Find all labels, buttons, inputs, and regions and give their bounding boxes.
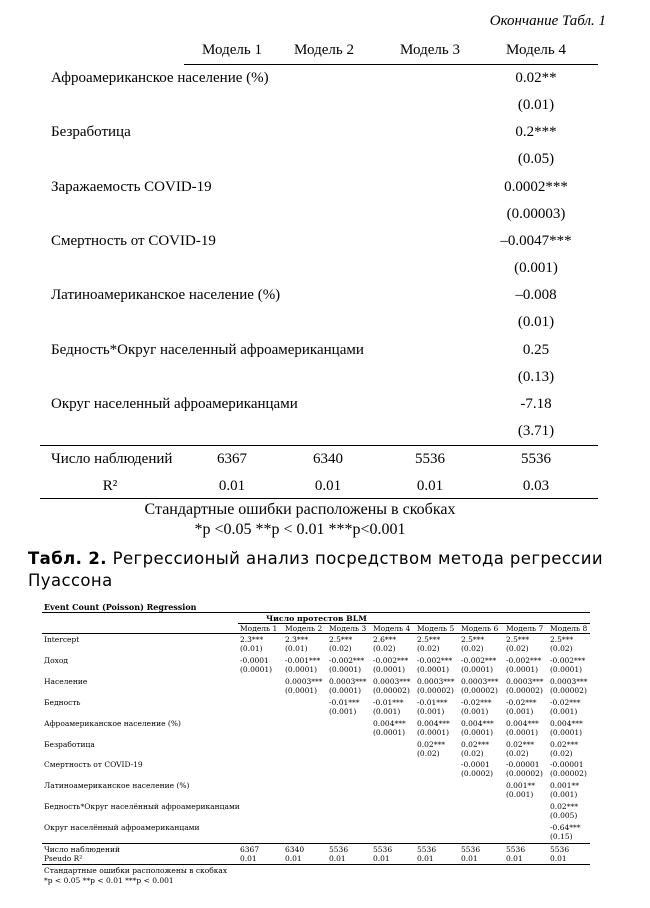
table1-r2-label: R²	[102, 478, 118, 494]
table2-coefficient: 2.5***	[417, 635, 441, 644]
table1-column-header: Модель 2	[294, 42, 354, 58]
table2-standard-error: (0.00002)	[461, 685, 498, 695]
table2-coefficient: 0.004***	[550, 718, 583, 728]
table2-observations-value: 5536	[461, 845, 481, 854]
table2-standard-error: (0.00002)	[550, 769, 587, 779]
table2-coefficient: -0.002***	[506, 655, 542, 665]
table2-header-rule	[42, 633, 590, 634]
table1-observations-label: Число наблюдений	[51, 451, 173, 467]
table2-row-label: Бедность*Округ населённый афроамериканцами	[44, 802, 240, 812]
table2-standard-error: (0.02)	[461, 644, 484, 653]
table1-observations-value: 5536	[521, 451, 551, 467]
table2-column-header: Модель 2	[285, 624, 323, 633]
table1-r2-value: 0.01	[218, 478, 246, 494]
table2-standard-error: (0.0001)	[240, 664, 273, 674]
table2-standard-error: (0.0001)	[550, 664, 583, 674]
table2-coefficient: 0.0003***	[373, 676, 411, 686]
table2-coefficient: 0.0003***	[550, 676, 588, 686]
table2-coefficient: -0.02***	[461, 697, 492, 707]
table2-standard-error: (0.02)	[461, 748, 484, 758]
table2-observations-value: 5536	[373, 845, 393, 854]
table2-standard-error: (0.0001)	[373, 664, 406, 674]
table2-column-header: Модель 5	[417, 624, 455, 633]
table2-coefficient: 0.004***	[373, 718, 406, 728]
table2-standard-error: (0.0001)	[461, 664, 494, 674]
table2-standard-error: (0.0001)	[329, 664, 362, 674]
table1-r2-value: 0.03	[522, 478, 550, 494]
table2-standard-error: (0.01)	[240, 644, 263, 653]
table2-row-label: Афроамериканское население (%)	[44, 718, 181, 728]
table2-pseudo-r2-value: 0.01	[506, 854, 523, 863]
table2-standard-error: (0.00002)	[550, 685, 587, 695]
table2-pseudo-r2-value: 0.01	[417, 854, 434, 863]
table2-coefficient: 2.5***	[329, 635, 353, 644]
table2-coefficient: -0.64***	[550, 823, 581, 833]
table2-coefficient: 0.0003***	[506, 676, 544, 686]
table1-note-significance: *p <0.05 **p < 0.01 ***p<0.001	[194, 521, 406, 538]
table2-coefficient: 2.6***	[373, 635, 397, 644]
table2-standard-error: (0.0001)	[417, 727, 450, 737]
table2-pseudo-r2-value: 0.01	[285, 854, 302, 863]
table1-coefficient: 0.02**	[515, 70, 557, 86]
table1-note-standard-errors: Стандартные ошибки расположены в скобках	[144, 501, 456, 518]
table2-coefficient: 0.02***	[506, 739, 534, 749]
table2-coefficient: 0.001**	[550, 781, 579, 791]
table1-row-label: Афроамериканское население (%)	[51, 70, 269, 86]
table2-standard-error: (0.02)	[417, 644, 440, 653]
table2-coefficient: -0.01***	[329, 697, 360, 707]
table1-coefficient: 0.2***	[515, 124, 557, 141]
table2-coefficient: -0.00001	[550, 760, 584, 770]
table2-coefficient: 0.001**	[506, 781, 535, 791]
table2-note-significance: *p < 0.05 **p < 0.01 ***p < 0.001	[44, 876, 174, 885]
table1-bottom-rule	[40, 498, 598, 499]
table2-coefficient: 2.5***	[461, 635, 485, 644]
table2-coefficient: 0.004***	[461, 718, 494, 728]
table1-row-label: Бедность*Округ населенный афроамериканцами	[51, 341, 364, 358]
table2-stats-rule	[42, 843, 590, 844]
table1-standard-error: (0.001)	[514, 259, 558, 276]
table1-coefficient: –0.0047***	[500, 232, 572, 249]
table1-standard-error: (0.13)	[517, 368, 555, 385]
table2-coefficient: 0.004***	[506, 718, 539, 728]
table2-pseudo-r2-value: 0.01	[550, 854, 567, 863]
table1-standard-error: (0.01)	[517, 97, 555, 113]
table2-coefficient: 0.004***	[417, 718, 450, 728]
table2-column-header: Модель 8	[550, 624, 588, 633]
table2-coefficient: -0.002***	[373, 655, 409, 665]
table2-coefficient: 0.0003***	[285, 676, 323, 686]
table2-standard-error: (0.001)	[329, 706, 357, 716]
table2-standard-error: (0.0002)	[461, 769, 494, 779]
table1-stats-rule	[40, 445, 598, 446]
table2-row-label: Безработица	[44, 739, 95, 749]
table2-standard-error: (0.001)	[550, 706, 578, 716]
table2-standard-error: (0.02)	[550, 644, 573, 653]
table1-observations-value: 6367	[217, 451, 247, 467]
table2-coefficient: -0.0001	[461, 760, 490, 770]
table2-observations-value: 6367	[240, 845, 260, 854]
table2-group-header: Число протестов BLM	[266, 614, 367, 623]
table2-coefficient: 2.5***	[550, 635, 574, 644]
table2-standard-error: (0.0001)	[461, 727, 494, 737]
table2-coefficient: -0.002***	[550, 655, 586, 665]
table2-standard-error: (0.02)	[506, 644, 529, 653]
table2-coefficient: -0.00001	[506, 760, 540, 770]
table1-coefficient: 0.0002***	[504, 178, 568, 195]
table1-notes	[40, 500, 560, 540]
table2-coefficient: -0.01***	[373, 697, 404, 707]
table2-column-header: Модель 3	[329, 624, 367, 633]
table2-coefficient: 2.3***	[285, 635, 309, 644]
table2-standard-error: (0.0001)	[550, 727, 583, 737]
table2-standard-error: (0.00002)	[506, 685, 543, 695]
table2-standard-error: (0.001)	[461, 706, 489, 716]
table1-standard-error: (0.01)	[517, 314, 555, 331]
table2-standard-error: (0.001)	[506, 790, 534, 800]
table2-standard-error: (0.00002)	[506, 769, 543, 779]
table2-coefficient: -0.02***	[550, 697, 581, 707]
table1-standard-error: (3.71)	[517, 422, 555, 439]
table2-pseudo-r2-value: 0.01	[461, 854, 478, 863]
table2-standard-error: (0.02)	[506, 748, 529, 758]
table1-r2-value: 0.01	[416, 478, 444, 494]
table1-row-label: Округ населенный афроамериканцами	[51, 395, 298, 412]
table1-observations-value: 5536	[415, 451, 445, 467]
table1-coefficient: -7.18	[520, 395, 552, 412]
table2-standard-error: (0.02)	[329, 644, 352, 653]
table2-pseudo-r2-label: Pseudo R²	[44, 854, 83, 863]
table2-coefficient: 0.02***	[550, 739, 578, 749]
table2-row-label: Intercept	[44, 635, 80, 644]
table2-bottom-rule	[42, 864, 590, 865]
table2-standard-error: (0.001)	[550, 790, 578, 800]
table2-standard-error: (0.02)	[373, 644, 396, 653]
table2-observations-value: 5536	[329, 845, 349, 854]
table2-standard-error: (0.00002)	[373, 685, 410, 695]
table2-coefficient: -0.002***	[461, 655, 497, 665]
table2-coefficient: -0.02***	[506, 697, 537, 707]
table1-r2-value: 0.01	[314, 478, 342, 494]
table2-poisson-regression	[38, 602, 594, 892]
table1-standard-error: (0.00003)	[506, 205, 566, 222]
table1-continuation	[40, 38, 598, 498]
table2-coefficient: -0.0001	[240, 655, 269, 665]
table2-title-text: Регрессионый анализ посредством метода регрессии Пуассона	[28, 549, 604, 590]
table2-standard-error: (0.02)	[550, 748, 573, 758]
table1-observations-value: 6340	[313, 451, 343, 467]
table2-pseudo-r2-value: 0.01	[240, 854, 257, 863]
table2-coefficient: 0.0003***	[461, 676, 499, 686]
table2-coefficient: 0.02***	[417, 739, 445, 749]
table2-observations-value: 5536	[417, 845, 437, 854]
table2-standard-error: (0.0001)	[373, 727, 406, 737]
table2-note-standard-errors: Стандартные ошибки расположены в скобках	[44, 866, 228, 875]
table2-header-title: Event Count (Poisson) Regression	[44, 602, 197, 612]
table2-standard-error: (0.02)	[417, 748, 440, 758]
table1-row-label: Смертность от COVID-19	[51, 232, 216, 249]
table2-row-label: Латиноамериканское население (%)	[44, 781, 190, 791]
table1-coefficient: –0.008	[515, 287, 557, 304]
table2-top-rule	[42, 612, 590, 613]
table2-column-header: Модель 4	[373, 624, 411, 633]
table2-row-label: Округ населённый афроамериканцами	[44, 823, 200, 833]
table1-column-header: Модель 4	[506, 42, 566, 58]
table2-standard-error: (0.001)	[373, 706, 401, 716]
table2-observations-label: Число наблюдений	[44, 845, 120, 854]
table1-row-label: Безработица	[51, 124, 131, 141]
table2-column-header: Модель 6	[461, 624, 499, 633]
table2-row-label: Бедность	[44, 697, 81, 707]
table2-coefficient: -0.001***	[285, 655, 321, 665]
table1-standard-error: (0.05)	[517, 151, 555, 168]
table1-row-label: Заражаемость COVID-19	[51, 178, 212, 195]
table2-observations-value: 5536	[506, 845, 526, 854]
table2-coefficient: -0.002***	[417, 655, 453, 665]
table2-observations-value: 5536	[550, 845, 570, 854]
table2-standard-error: (0.001)	[417, 706, 445, 716]
table1-coefficient: 0.25	[522, 341, 550, 358]
table2-standard-error: (0.0001)	[417, 664, 450, 674]
table2-coefficient: 0.02***	[550, 802, 578, 812]
table2-column-header: Модель 7	[506, 624, 544, 633]
table2-coefficient: 2.5***	[506, 635, 530, 644]
table2-observations-value: 6340	[285, 845, 305, 854]
table2-coefficient: 2.3***	[240, 635, 264, 644]
table2-standard-error: (0.001)	[506, 706, 534, 716]
table2-coefficient: -0.01***	[417, 697, 448, 707]
table2-standard-error: (0.0001)	[506, 664, 539, 674]
table2-coefficient: 0.0003***	[329, 676, 367, 686]
table1-row-label: Латиноамериканское население (%)	[51, 287, 281, 304]
table2-standard-error: (0.01)	[285, 644, 308, 653]
table2-pseudo-r2-value: 0.01	[329, 854, 346, 863]
table2-column-header: Модель 1	[240, 624, 278, 633]
table2-pseudo-r2-value: 0.01	[373, 854, 390, 863]
table2-standard-error: (0.0001)	[285, 664, 318, 674]
table2-standard-error: (0.0001)	[506, 727, 539, 737]
table1-column-header: Модель 3	[400, 42, 460, 58]
table2-standard-error: (0.0001)	[285, 685, 318, 695]
table2-title	[28, 548, 618, 592]
table2-standard-error: (0.15)	[550, 832, 573, 842]
table2-standard-error: (0.0001)	[329, 685, 362, 695]
table2-row-label: Смертность от COVID-19	[44, 760, 143, 770]
table2-coefficient: -0.002***	[329, 655, 365, 665]
table2-standard-error: (0.00002)	[417, 685, 454, 695]
table2-coefficient: 0.02***	[461, 739, 489, 749]
table1-header-rule	[184, 64, 598, 65]
table1-continuation-caption: Окончание Табл. 1	[489, 13, 606, 29]
table1-column-header: Модель 1	[202, 42, 262, 58]
table2-row-label: Доход	[44, 655, 68, 665]
table2-title-number: Табл. 2.	[28, 549, 107, 568]
table2-coefficient: 0.0003***	[417, 676, 455, 686]
table2-row-label: Население	[44, 676, 88, 686]
table2-standard-error: (0.005)	[550, 811, 578, 821]
